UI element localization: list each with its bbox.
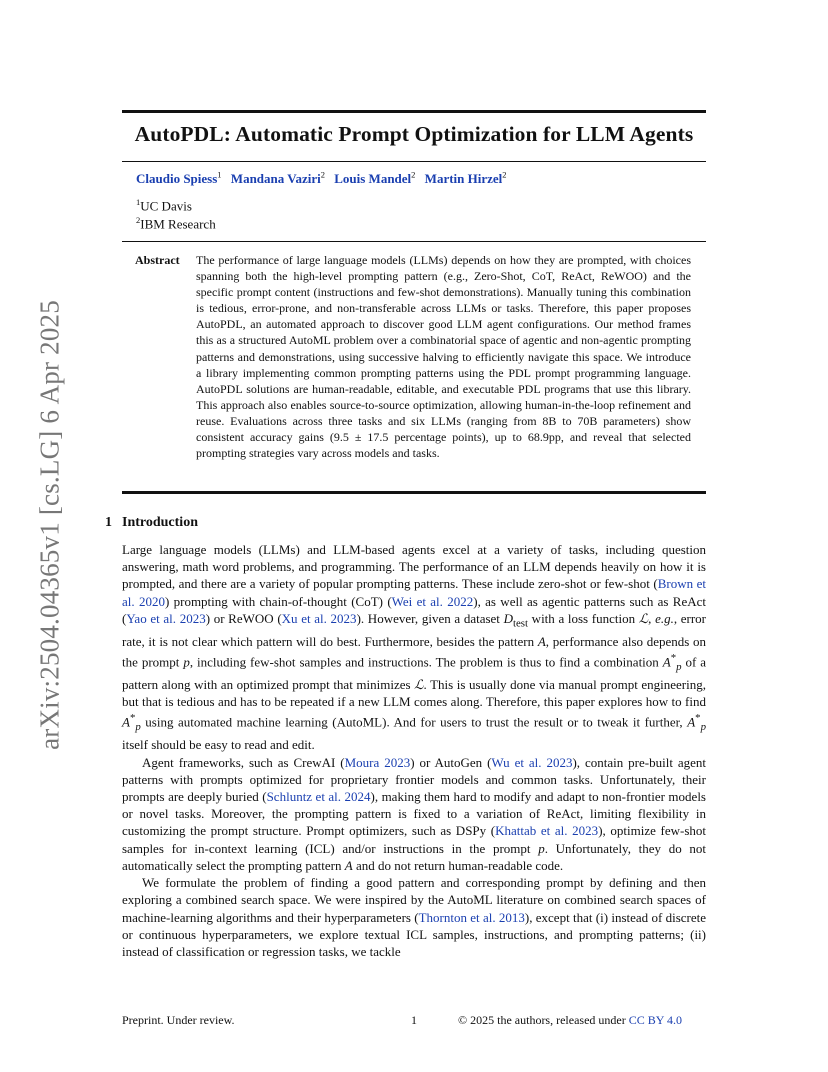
author[interactable]: Louis Mandel$^2$: [334, 170, 416, 187]
introduction-body: [122, 541, 706, 960]
citation-link[interactable]: Thornton et al. 2013: [418, 909, 525, 925]
citation-link[interactable]: Brown et al. 2020: [122, 576, 706, 609]
affiliation-rule: [122, 241, 706, 242]
footer-preprint-note: Preprint. Under review.: [122, 1013, 235, 1027]
citation-link[interactable]: Khattab et al. 2023: [495, 823, 599, 839]
paragraph: We formulate the problem of finding a good pattern and corresponding prompt by defining and then exploring a combined search space. We were inspired by the AutoML literature on combined search spaces of machine-learning algorithms and their hyperparameters (Thornton et al. 2013), except that (i) instead of discrete or continuous hyperparameters, we explore textual ICL samples, instructions, and prompting patterns; (ii) instead of classification or regression tasks, we tackle: [122, 875, 707, 959]
abstract: [135, 252, 691, 461]
affiliation: $^1$UC Davis: [136, 197, 192, 214]
citation-link[interactable]: Wei et al. 2022: [391, 593, 474, 609]
top-rule: [122, 110, 706, 113]
footer-license: © 2025 the authors, released under CC BY 4.0: [458, 1013, 682, 1027]
arxiv-identifier-stamp: arXiv:2504.04365v1 [cs.LG] 6 Apr 2025: [34, 300, 65, 750]
citation-link[interactable]: Schluntz et al. 2024: [266, 789, 371, 805]
abstract-text: The performance of large language models (LLMs) depends on how they are prompted, with choices spanning both the high-level prompting pattern (e.g., Zero-Shot, CoT, ReAct, ReWOO) and the specific prompt content (instructions and few-shot demonstrations). Manually tuning this combination is tedious, error-prone, and non-transferable across LLMs or tasks. Therefore, this paper proposes AutoPDL, an automated approach to discover good LLM agent configurations. Our method frames this as a structured AutoML problem over a combinatorial space of agentic and non-agentic prompting patterns and demonstrations, using successive halving to efficiently navigate this space. We introduce a library implementing common prompting patterns using the PDL prompt programming language. AutoPDL solutions are human-readable, editable, and executable PDL programs that use this library. This approach also enables source-to-source optimization, allowing human-in-the-loop refinement and reuse. Evaluations across three tasks and six LLMs (ranging from 8B to 70B parameters) show consistent accuracy gains (9.5 ± 17.5 percentage points), up to 68.9pp, and reveal that selected prompting strategies vary across models and tasks.: [196, 253, 691, 461]
abstract-rule: [122, 491, 706, 494]
section-heading: 1 Introduction: [105, 515, 198, 530]
paragraph: Agent frameworks, such as CrewAI (Moura 2023) or AutoGen (Wu et al. 2023), contain pre-built agent patterns with prompts optimized for proprietary frontier models and common tasks. Unfortunately, their prompts are deeply buried (Schluntz et al. 2024), making them hard to modify and adapt to non-frontier models or novel tasks. Moreover, the prompting pattern is fixed to a variation of ReAct, limiting flexibility in customizing the prompt structure. Prompt optimizers, such as DSPy (Khattab et al. 2023), optimize few-shot samples for in-context learning (ICL) and/or instructions in the prompt p. Unfortunately, they do not automatically select the prompting pattern A and do not return human-readable code.: [122, 754, 707, 873]
author-list: [136, 170, 513, 187]
citation-link[interactable]: Yao et al. 2023: [126, 610, 206, 626]
abstract-label: Abstract: [135, 253, 180, 267]
license-link[interactable]: CC BY 4.0: [628, 1013, 682, 1027]
paragraph: Large language models (LLMs) and LLM-based agents excel at a variety of tasks, including question answering, math word problems, and programming. The performance of an LLM depends heavily on how it is prompted, and there are a variety of popular prompting patterns. These include zero-shot or few-shot (Brown et al. 2020) prompting with chain-of-thought (CoT) (Wei et al. 2022), as well as agentic patterns such as ReAct (Yao et al. 2023) or ReWOO (Xu et al. 2023). However, given a dataset $D_{test}$ with a loss function ℒ, e.g., error rate, it is not clear which pattern will do best. Furthermore, besides the pattern A, performance also depends on the prompt p, including few-shot samples and instructions. The problem is thus to find a combination $A^*_p$ of a pattern along with an optimized prompt that minimizes ℒ. This is usually done via manual prompt engineering, but that is tedious and has to be repeated if a new LLM comes along. Therefore, this paper explores how to find $A^*_p$ using automated machine learning (AutoML). And for users to trust the result or to tweak it further, $A^*_p$ itself should be easy to read and edit.: [122, 542, 707, 753]
citation-link[interactable]: Moura 2023: [344, 754, 411, 770]
citation-link[interactable]: Xu et al. 2023: [281, 610, 357, 626]
paper-title: AutoPDL: Automatic Prompt Optimization for LLM Agents: [134, 122, 694, 146]
author[interactable]: Claudio Spiess$^1$: [136, 170, 222, 187]
title-rule: [122, 161, 706, 162]
affiliation: $^2$IBM Research: [136, 215, 216, 232]
author[interactable]: Mandana Vaziri$^2$: [230, 170, 325, 187]
author[interactable]: Martin Hirzel$^2$: [424, 170, 507, 187]
citation-link[interactable]: Wu et al. 2023: [491, 754, 573, 770]
page-number: 1: [411, 1013, 417, 1027]
